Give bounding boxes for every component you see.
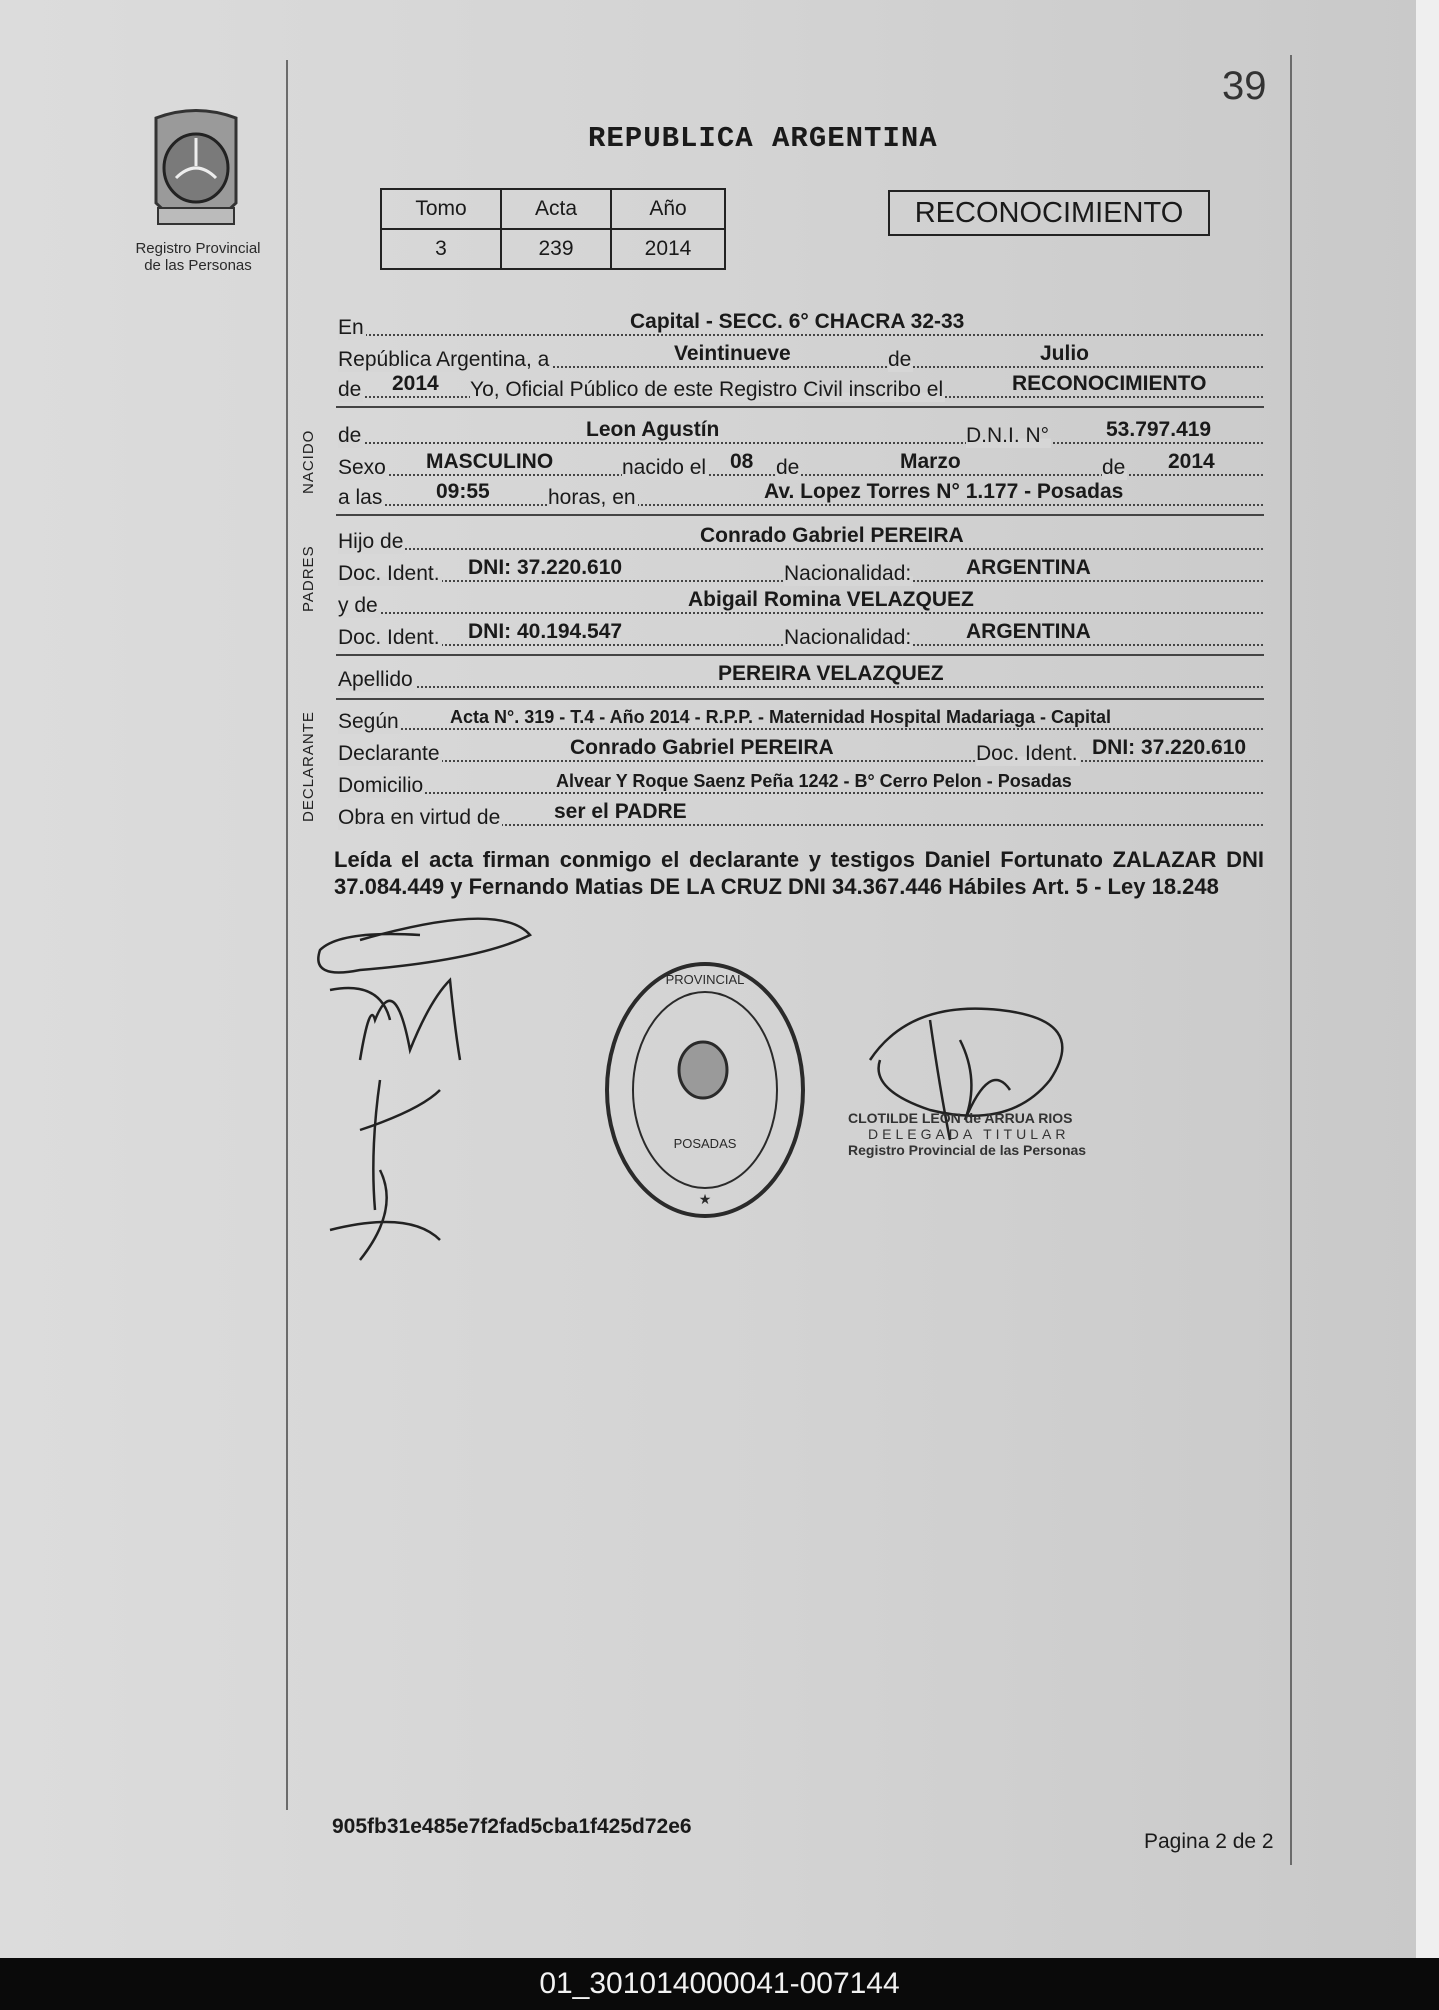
label-obra: Obra en virtud de <box>338 806 501 829</box>
label-birth-de2: de <box>1102 456 1126 479</box>
official-title: DELEGADA TITULAR <box>868 1126 1070 1142</box>
line-date <box>338 344 1263 374</box>
value-mother-doc: DNI: 40.194.547 <box>468 620 623 643</box>
line-time <box>338 482 1263 512</box>
value-child-name: Leon Agustín <box>586 418 720 441</box>
line-year <box>338 374 1263 404</box>
declarant-signature <box>300 910 550 1290</box>
acta-header: Acta <box>501 189 611 229</box>
label-de-month: de <box>888 348 912 371</box>
value-father-nat: ARGENTINA <box>966 556 1091 579</box>
value-sexo: MASCULINO <box>426 450 554 473</box>
label-father-nat: Nacionalidad: <box>784 562 912 585</box>
label-republica: República Argentina, a <box>338 348 550 371</box>
left-margin-line <box>286 60 288 1810</box>
line-father <box>338 526 1263 556</box>
closing-statement: Leída el acta firman conmigo el declarante y testigos Daniel Fortunato ZALAZAR DNI 37.084.449 y Fernando Matias DE LA CRUZ DNI 34.367.446 Hábiles Art. 5 - Ley 18.248 <box>334 847 1264 899</box>
line-surname <box>338 664 1263 694</box>
label-domicilio: Domicilio <box>338 774 424 797</box>
ano-value: 2014 <box>611 229 725 269</box>
label-declarante: Declarante <box>338 742 440 765</box>
value-act: RECONOCIMIENTO <box>1012 372 1207 395</box>
label-mother-nat: Nacionalidad: <box>784 626 912 649</box>
ano-header: Año <box>611 189 725 229</box>
registry-caption <box>118 240 278 274</box>
label-en: En <box>338 316 364 339</box>
tomo-header: Tomo <box>381 189 501 229</box>
line-segun <box>338 706 1263 736</box>
line-name <box>338 420 1263 450</box>
section-divider-4 <box>336 698 1264 700</box>
padres-side-label: PADRES <box>300 545 317 612</box>
value-year: 2014 <box>392 372 439 395</box>
label-yde: y de <box>338 594 378 617</box>
svg-text:PROVINCIAL: PROVINCIAL <box>665 972 745 987</box>
document-type-box: RECONOCIMIENTO <box>888 190 1210 236</box>
label-de-name: de <box>338 424 362 447</box>
line-domicilio <box>338 770 1263 800</box>
line-mother-doc <box>338 622 1263 652</box>
declarante-side-label: DECLARANTE <box>300 711 317 822</box>
section-divider-1 <box>336 406 1264 408</box>
value-birth-day: 08 <box>730 450 754 473</box>
value-domicilio: Alvear Y Roque Saenz Peña 1242 - B° Cerro Pelon - Posadas <box>556 771 1072 791</box>
value-father-doc: DNI: 37.220.610 <box>468 556 623 579</box>
label-officer: Yo, Oficial Público de este Registro Civil inscribo el <box>470 378 944 401</box>
label-sexo: Sexo <box>338 456 386 479</box>
label-decl-doc: Doc. Ident. <box>976 742 1078 765</box>
value-day: Veintinueve <box>674 342 791 365</box>
label-birth-de1: de <box>776 456 800 479</box>
value-time: 09:55 <box>436 480 490 503</box>
label-father-doc: Doc. Ident. <box>338 562 440 585</box>
label-segun: Según <box>338 710 399 733</box>
value-declarante: Conrado Gabriel PEREIRA <box>570 736 834 759</box>
registry-caption-line-2: de las Personas <box>144 257 252 274</box>
value-child-dni: 53.797.419 <box>1106 418 1212 441</box>
official-office: Registro Provincial de las Personas <box>848 1142 1087 1158</box>
label-mother-doc: Doc. Ident. <box>338 626 440 649</box>
acta-value: 239 <box>501 229 611 269</box>
pagination: Pagina 2 de 2 <box>1144 1830 1274 1853</box>
section-divider-2 <box>336 514 1264 516</box>
label-hijo: Hijo de <box>338 530 404 553</box>
scan-id: 01_301014000041-007144 <box>539 1967 900 2000</box>
label-apellido: Apellido <box>338 668 413 691</box>
value-birth-year: 2014 <box>1168 450 1215 473</box>
province-coat-of-arms-logo <box>136 108 256 238</box>
official-name: CLOTILDE LEON de ARRUA RIOS <box>848 1110 1073 1126</box>
line-sexo <box>338 452 1263 482</box>
document-title: REPUBLICA ARGENTINA <box>588 122 938 155</box>
label-dni: D.N.I. N° <box>966 424 1050 447</box>
document-hash: 905fb31e485e7f2fad5cba1f425d72e6 <box>332 1815 692 1838</box>
line-father-doc <box>338 558 1263 588</box>
line-mother <box>338 590 1263 620</box>
label-horas: horas, en <box>548 486 636 509</box>
value-birth-place: Av. Lopez Torres N° 1.177 - Posadas <box>764 480 1124 503</box>
section-divider-3 <box>336 654 1264 656</box>
value-place-registry: Capital - SECC. 6° CHACRA 32-33 <box>630 310 965 333</box>
scan-id-bar <box>0 1958 1439 2010</box>
right-margin-line <box>1290 55 1292 1865</box>
line-declarante <box>338 738 1263 768</box>
svg-text:POSADAS: POSADAS <box>673 1136 737 1151</box>
svg-text:★: ★ <box>698 1191 712 1207</box>
page-number: 39 <box>1222 64 1267 108</box>
official-stamp <box>848 1110 1118 1200</box>
value-segun: Acta N°. 319 - T.4 - Año 2014 - R.P.P. - Maternidad Hospital Madariaga - Capital <box>450 707 1112 727</box>
tomo-value: 3 <box>381 229 501 269</box>
value-month: Julio <box>1040 342 1090 365</box>
value-surname: PEREIRA VELAZQUEZ <box>718 662 944 685</box>
scan-edge <box>1416 0 1439 1958</box>
value-mother-name: Abigail Romina VELAZQUEZ <box>688 588 974 611</box>
registry-caption-line-1: Registro Provincial <box>135 240 261 257</box>
value-father-name: Conrado Gabriel PEREIRA <box>700 524 964 547</box>
value-decl-doc: DNI: 37.220.610 <box>1092 736 1247 759</box>
tomo-acta-table <box>380 188 726 270</box>
line-en <box>338 312 1263 342</box>
label-nacido: nacido el <box>622 456 707 479</box>
label-alas: a las <box>338 486 383 509</box>
registry-oval-stamp <box>600 958 810 1222</box>
line-obra <box>338 802 1263 832</box>
label-year-prefix: de <box>338 378 362 401</box>
nacido-side-label: NACIDO <box>300 429 317 494</box>
value-birth-month: Marzo <box>900 450 961 473</box>
value-mother-nat: ARGENTINA <box>966 620 1091 643</box>
value-obra: ser el PADRE <box>554 800 687 823</box>
